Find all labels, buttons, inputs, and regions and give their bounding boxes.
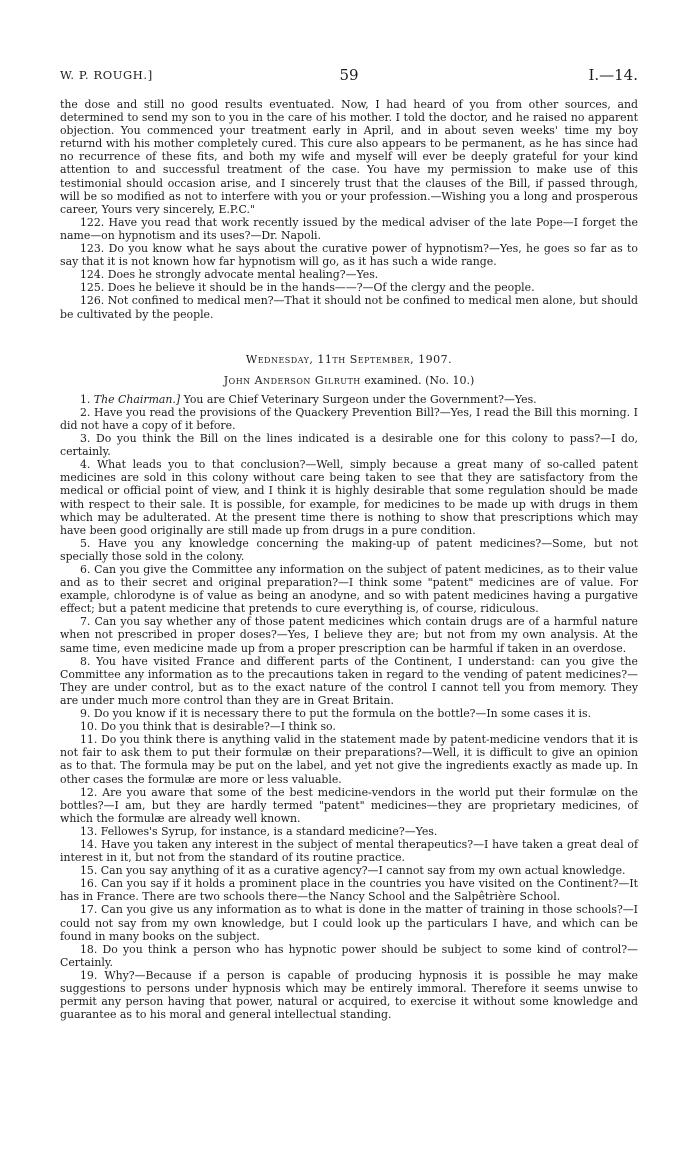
question-paragraph: 123. Do you know what he says about the curative power of hypnotism?—Yes, he goes so far as to say that it is not known how far hypnotism will go, as it has such a wide range. (60, 242, 638, 269)
question-text: You are Chief Veterinary Surgeon under the Government?—Yes. (183, 392, 537, 406)
question-paragraph: 18. Do you think a person who has hypnotic power should be subject to some kind of control?—Certainly. (60, 942, 638, 969)
question-paragraph: 7. Can you say whether any of those patent medicines which contain drugs are of a harmful nature when not prescribed in proper doses?—Yes, I believe they are; but not from my own analysis. At the same time, even medicine made up from a proper prescription can be harmful if taken in an overdose. (60, 615, 638, 655)
question-paragraph: 124. Does he strongly advocate mental healing?—Yes. (80, 268, 379, 282)
question-paragraph: 12. Are you aware that some of the best medicine-vendors in the world put their formulæ on the bottles?—I am, but they are hardly termed "patent" medicines—they are proprietary medicines, of which the formulæ are already well known. (60, 785, 638, 825)
page-number: 59 (339, 66, 359, 84)
question-paragraph: 16. Can you say if it holds a prominent place in the countries you have visited on the Continent?—It has in France. There are two schools there—the Nancy School and the Salpêtrière School. (60, 877, 638, 904)
question-paragraph: 8. You have visited France and different parts of the Continent, I understand: can you give the Committee any information as to the precautions taken in regard to the vending of patent medicines?—They are under control, but as to the exact nature of the control I cannot tell you from memory. They are under much more control than they are in Great Britain. (60, 654, 638, 707)
question-paragraph: 10. Do you think that is desirable?—I think so. (80, 720, 336, 734)
page-header (60, 66, 638, 88)
rough-questions (60, 216, 638, 321)
witness-heading (60, 374, 638, 387)
question-paragraph: 126. Not confined to medical men?—That it should not be confined to medical men alone, but should be cultivated by the people. (60, 294, 638, 321)
question-paragraph: 122. Have you read that work recently issued by the medical adviser of the late Pope—I forget the name—on hypnotism and its uses?—Dr. Napoli. (60, 215, 638, 242)
page-body (60, 98, 638, 1021)
question-paragraph: 14. Have you taken any interest in the subject of mental therapeutics?—I have taken a great deal of interest in it, but not from the standard of its routine practice. (60, 837, 638, 865)
header-witness-name: W. P. ROUGH.] (60, 68, 153, 82)
speaker-label: The Chairman.] (93, 392, 181, 406)
question-paragraph: 15. Can you say anything of it as a curative agency?—I cannot say from my own actual knowledge. (80, 864, 626, 878)
continuation-paragraph: the dose and still no good results eventuated. Now, I had heard of you from other sources, and determined to send my son to you in the care of his mother. I told the doctor, and he raised no apparent objection. You commenced your treatment early in April, and in about seven weeks' time my boy returnd with his mother completely cured. This cure also appears to be permanent, as he has since had no recurrence of these fits, and both my wife and myself will ever be deeply grateful for your kind attention to and successful treatment of the case. You have my permission to make use of this testimonial should occasion arise, and I sincerely trust that the clauses of the Bill, if passed through, will be so modified as not to interfere with you or your profession.—Wishing you a long and prosperous career, Yours very sincerely, E.P.C." (60, 98, 638, 216)
witness-name: John Anderson Gilruth (223, 373, 361, 387)
question-paragraph: 5. Have you any knowledge concerning the making-up of patent medicines?—Some, but not specially those sold in the colony. (60, 536, 638, 563)
question-paragraph: 11. Do you think there is anything valid in the statement made by patent-medicine vendors that it is not fair to ask them to put their formulæ on their preparations?—Well, it is difficult to give an opinion as to that. The formula may be put on the label, and yet not give the ingredients exactly as made up. In other cases the formulæ are more or less valuable. (60, 733, 638, 786)
question-paragraph (60, 393, 638, 406)
question-number: 1. (80, 392, 91, 406)
witness-examined: examined. (364, 373, 422, 387)
question-paragraph: 4. What leads you to that conclusion?—Well, simply because a great many of so-called patent medicines are sold in this colony without care being taken to see that they are satisfactory from the medical or official point of view, and I think it is highly desirable that some regulation should be made with respect to their sale. It is possible, for example, for medicines to be made up with drugs in them which may be adulterated. At the present time there is nothing to show that prescriptions which may have been good originally are still made up from drugs in a pure condition. (60, 458, 638, 537)
question-paragraph: 2. Have you read the provisions of the Quackery Prevention Bill?—Yes, I read the Bill this morning. I did not have a copy of it before. (60, 405, 638, 432)
witness-number: (No. 10.) (425, 373, 475, 387)
question-paragraph: 9. Do you know if it is necessary there to put the formula on the bottle?—In some cases it is. (80, 707, 592, 721)
question-paragraph: 3. Do you think the Bill on the lines indicated is a desirable one for this colony to pass?—I do, certainly. (60, 432, 638, 459)
question-paragraph: 125. Does he believe it should be in the hands——?—Of the clergy and the people. (80, 281, 535, 295)
paper-number: I.—14. (588, 66, 638, 84)
session-date: Wednesday, 11th September, 1907. (245, 352, 453, 366)
question-paragraph: 13. Fellowes's Syrup, for instance, is a standard medicine?—Yes. (80, 824, 438, 838)
question-paragraph: 17. Can you give us any information as to what is done in the matter of training in those schools?—I could not say from my own knowledge, but I could look up the particulars I have, and which can be found in many books on the subject. (60, 903, 638, 943)
question-paragraph: 6. Can you give the Committee any information on the subject of patent medicines, as to their value and as to their secret and original preparation?—I think some "patent" medicines are of value. For example, chlorodyne is of value as being an anodyne, and so with patent medicines having a purgative effect; but a patent medicine that pretends to cure everything is, of course, ridiculous. (60, 563, 638, 616)
question-paragraph: 19. Why?—Because if a person is capable of producing hypnosis it is possible he may make suggestions to persons under hypnosis which may be entirely immoral. Therefore it seems unwise to permit any person having that power, natural or acquired, to exercise it without some knowledge and guarantee as to his moral and general intellectual standing. (60, 968, 638, 1022)
gilruth-questions (60, 393, 638, 1022)
